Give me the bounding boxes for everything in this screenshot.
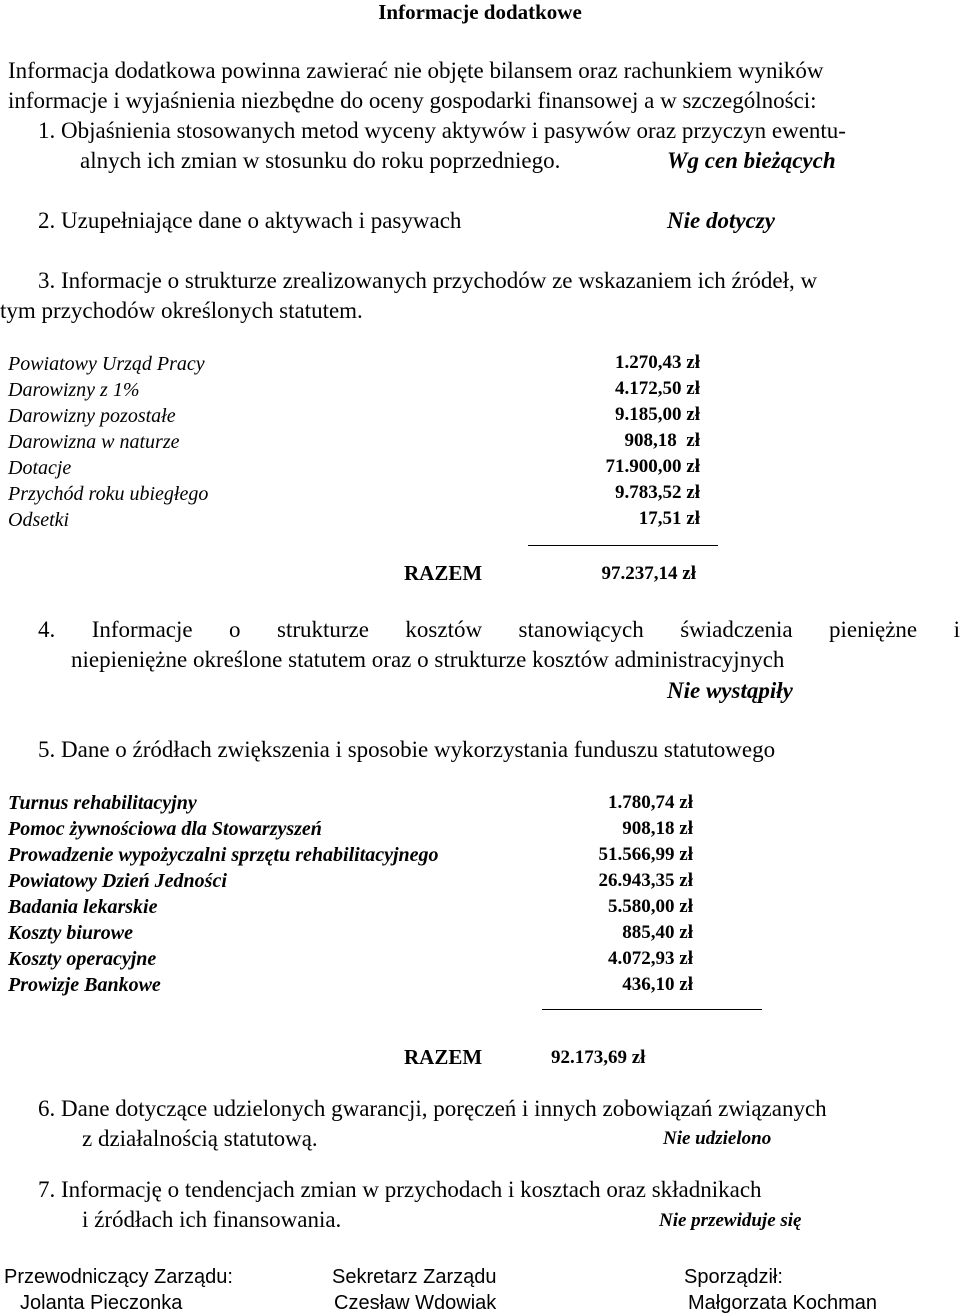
expense-item-amount: 5.580,00 zł xyxy=(608,896,693,917)
section-1-line-1: 1. Objaśnienia stosowanych metod wyceny aktywów i pasywów oraz przyczyn ewentu- xyxy=(38,118,846,143)
expense-total: 92.173,69 zł xyxy=(551,1047,646,1068)
expense-item-amount: 436,10 zł xyxy=(622,974,693,995)
expense-item-label: Pomoc żywnościowa dla Stowarzyszeń xyxy=(8,818,322,840)
expense-item-amount: 51.566,99 zł xyxy=(598,844,693,865)
expense-sum-rule xyxy=(542,1009,762,1010)
section-6-answer: Nie udzielono xyxy=(663,1128,772,1149)
income-total: 97.237,14 zł xyxy=(601,563,696,584)
signature-name: Jolanta Pieczonka xyxy=(20,1292,183,1314)
income-item-label: Dotacje xyxy=(8,457,72,479)
signature-name: Małgorzata Kochman xyxy=(688,1292,877,1314)
income-item-amount: 1.270,43 zł xyxy=(615,352,700,373)
income-item-amount: 4.172,50 zł xyxy=(615,378,700,399)
section-1-answer: Wg cen bieżących xyxy=(667,148,836,173)
intro-line-1: Informacja dodatkowa powinna zawierać nie objęte bilansem oraz rachunkiem wyników xyxy=(8,58,824,83)
income-item-label: Przychód roku ubiegłego xyxy=(8,483,209,505)
section-1-line-2: alnych ich zmian w stosunku do roku poprzedniego. xyxy=(80,148,561,173)
expense-item-label: Powiatowy Dzień Jedności xyxy=(8,870,227,892)
intro-line-2: informacje i wyjaśnienia niezbędne do oceny gospodarki finansowej a w szczególności: xyxy=(8,88,817,113)
section-7-line-2: i źródłach ich finansowania. xyxy=(82,1207,342,1232)
expense-item-label: Prowadzenie wypożyczalni sprzętu rehabilitacyjnego xyxy=(8,844,439,866)
signature-role: Sporządził: xyxy=(684,1266,783,1288)
section-2-text: 2. Uzupełniające dane o aktywach i pasywach xyxy=(38,208,462,233)
section-6-line-1: 6. Dane dotyczące udzielonych gwarancji, poręczeń i innych zobowiązań związanych xyxy=(38,1096,827,1121)
section-3-line-1: 3. Informacje o strukturze zrealizowanych przychodów ze wskazaniem ich źródeł, w xyxy=(38,268,818,293)
signature-role: Sekretarz Zarządu xyxy=(332,1266,497,1288)
expense-item-label: Koszty operacyjne xyxy=(8,948,157,970)
income-item-label: Odsetki xyxy=(8,509,70,531)
income-item-amount: 17,51 zł xyxy=(638,508,700,529)
expense-item-label: Koszty biurowe xyxy=(8,922,134,944)
expense-item-amount: 4.072,93 zł xyxy=(608,948,693,969)
income-total-label: RAZEM xyxy=(404,561,483,585)
signature-role: Przewodniczący Zarządu: xyxy=(4,1266,233,1288)
section-4-answer: Nie wystąpiły xyxy=(667,678,793,703)
expense-item-label: Prowizje Bankowe xyxy=(8,974,161,996)
section-5-line-1: 5. Dane o źródłach zwiększenia i sposobie wykorzystania funduszu statutowego xyxy=(38,737,776,762)
section-7-answer: Nie przewiduje się xyxy=(659,1210,802,1231)
section-7-line-1: 7. Informację o tendencjach zmian w przychodach i kosztach oraz składnikach xyxy=(38,1177,762,1202)
income-sum-rule xyxy=(528,545,718,546)
section-6-line-2: z działalnością statutową. xyxy=(82,1126,318,1151)
income-item-amount: 9.185,00 zł xyxy=(615,404,700,425)
expense-item-amount: 908,18 zł xyxy=(622,818,693,839)
income-item-amount: 71.900,00 zł xyxy=(605,456,700,477)
expense-item-label: Turnus rehabilitacyjny xyxy=(8,792,197,814)
income-item-amount: 908,18 zł xyxy=(624,430,700,451)
expense-item-amount: 26.943,35 zł xyxy=(598,870,693,891)
expense-total-label: RAZEM xyxy=(404,1045,483,1069)
section-4-line-1: 4. Informacje o strukturze kosztów stanowiących świadczenia pieniężne i xyxy=(38,617,960,642)
income-item-amount: 9.783,52 zł xyxy=(615,482,700,503)
income-item-label: Darowizna w naturze xyxy=(8,431,180,453)
page-title: Informacje dodatkowe xyxy=(378,0,582,24)
income-item-label: Powiatowy Urząd Pracy xyxy=(8,353,205,375)
signature-name: Czesław Wdowiak xyxy=(334,1292,497,1314)
expense-item-label: Badania lekarskie xyxy=(8,896,158,918)
section-2-answer: Nie dotyczy xyxy=(667,208,775,233)
expense-item-amount: 1.780,74 zł xyxy=(608,792,693,813)
section-4-line-2: niepieniężne określone statutem oraz o strukturze kosztów administracyjnych xyxy=(71,647,785,672)
section-3-line-2: tym przychodów określonych statutem. xyxy=(0,298,363,323)
income-item-label: Darowizny z 1% xyxy=(8,379,140,401)
expense-item-amount: 885,40 zł xyxy=(622,922,693,943)
income-item-label: Darowizny pozostałe xyxy=(8,405,176,427)
